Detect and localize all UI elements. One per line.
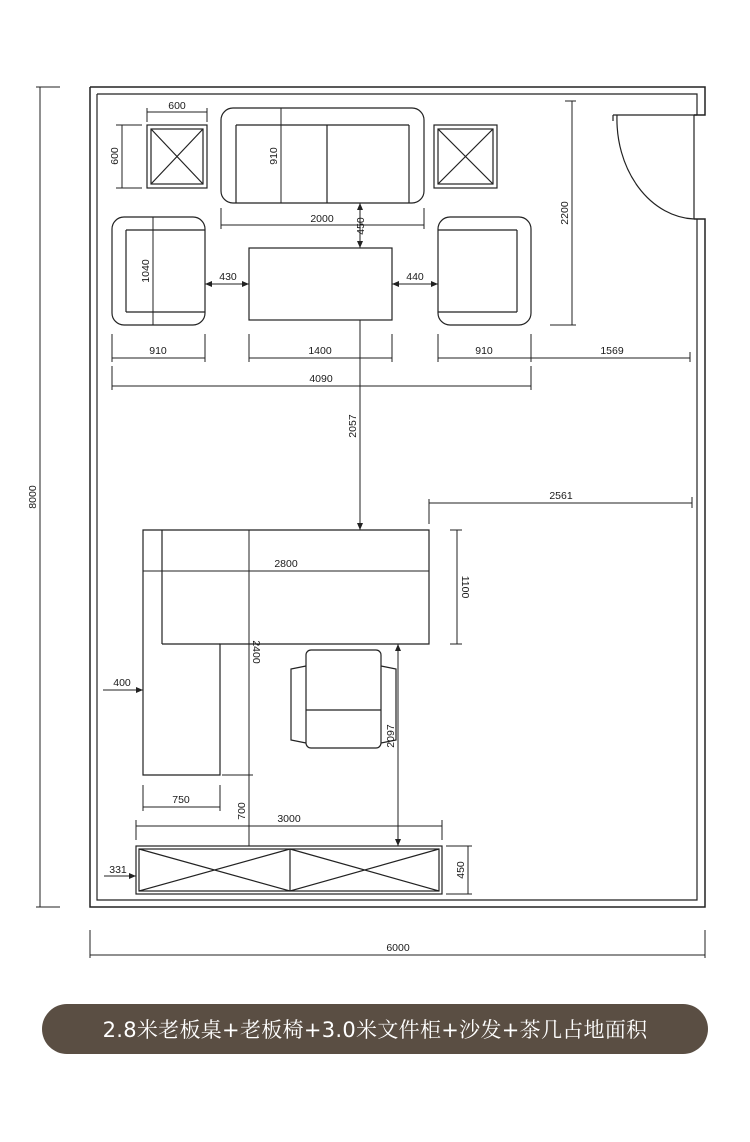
dim-450-cabinet: 450 [455, 861, 467, 879]
side-cabinet-right [434, 125, 497, 188]
dim-2200: 2200 [559, 201, 571, 225]
executive-chair [291, 650, 396, 748]
dim-700: 700 [236, 802, 248, 820]
dim-2057: 2057 [347, 414, 359, 438]
dim-1400: 1400 [308, 345, 332, 357]
dim-600-v: 600 [109, 147, 121, 165]
dim-910-left: 910 [149, 345, 167, 357]
caption-bar [42, 1004, 708, 1054]
caption-text: 2.8米老板桌+老板椅+3.0米文件柜+沙发+茶几占地面积 [102, 1018, 648, 1042]
dim-600-h: 600 [168, 100, 186, 112]
dim-1040: 1040 [140, 259, 152, 283]
dim-331: 331 [109, 864, 127, 876]
dim-6000: 6000 [386, 942, 410, 954]
dim-4090: 4090 [309, 373, 333, 385]
dim-2000: 2000 [310, 213, 334, 225]
door [613, 115, 697, 219]
dim-430: 430 [219, 271, 237, 283]
dim-400: 400 [113, 677, 131, 689]
dim-2800: 2800 [274, 558, 298, 570]
coffee-table [249, 248, 392, 320]
dim-8000: 8000 [27, 485, 39, 509]
dim-910-sofa: 910 [268, 147, 280, 165]
dim-1569: 1569 [600, 345, 624, 357]
side-cabinet-left [147, 125, 207, 188]
sofa [221, 108, 424, 203]
dim-1100: 1100 [459, 575, 471, 599]
dimension-lines [36, 87, 705, 958]
dim-450-gap: 450 [355, 217, 367, 235]
dim-440: 440 [406, 271, 424, 283]
dim-2097: 2097 [385, 724, 397, 748]
armchair-right [438, 217, 531, 325]
armchair-left [112, 217, 205, 325]
dim-2400: 2400 [250, 640, 262, 664]
dim-750: 750 [172, 794, 190, 806]
dim-910-right: 910 [475, 345, 493, 357]
dim-3000: 3000 [277, 813, 301, 825]
dim-2561: 2561 [549, 490, 573, 502]
file-cabinet [136, 846, 442, 894]
